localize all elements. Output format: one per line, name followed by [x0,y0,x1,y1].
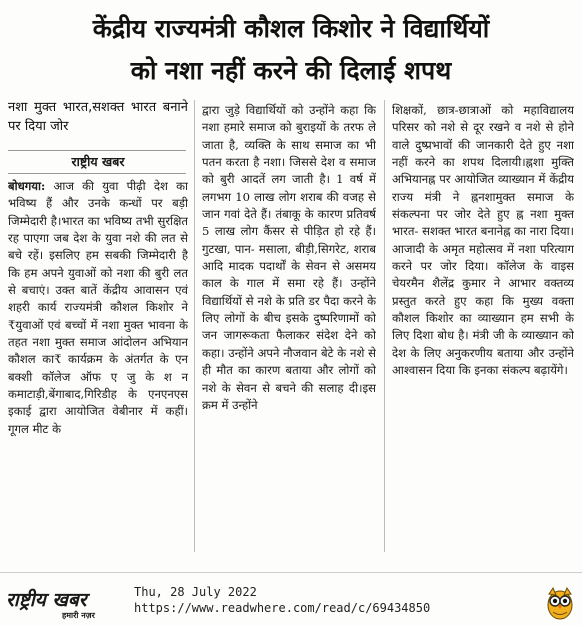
logo-tagline: हमारी नज़र [62,611,95,620]
agency-rule-bottom [8,173,186,174]
headline-line-1: केंद्रीय राज्यमंत्री कौशल किशोर ने विद्यार्थियों [92,14,490,43]
owl-icon [545,586,575,620]
agency-credit [8,150,188,174]
article-column-1 [8,98,188,438]
column-1-body: आज की युवा पीढ़ी देश का भविष्य हैं और उनके कन्धों पर बड़ी जिम्मेदारी है।भारत का भविष्य तभी सुरक्षित रह पाएगा जब देश के युवा नशे की लत से बचे रहें। इसलिए हम सबकी जिम्मेदारी है कि हम अपने युवाओं को नशा की बुरी लत से बचाएं। उक्त बातें केंद्रीय आवासन एवं शहरी कार्य राज्यमंत्री कौशल किशोर ने ₹युवाओं एवं बच्चों में नशा मुक्त भावना के तहत नशा मुक्त समाज आंदोलन अभियान कौशल का₹ कार्यक्रम के अंतर्गत के एन बक्शी कॉलेज ऑफ ए जु के श न कमाटाड़ी,बेंगाबाद,गिरिडीह के एनएनएस इकाई द्वारा आयोजित वेबीनार में कहीं। गूगल मीट के [8,179,188,436]
publication-meta [134,584,430,616]
dateline: बोधगया: [8,179,46,193]
footer-rule [0,572,582,573]
column-divider-2 [384,100,385,552]
column-3-body: शिक्षकों, छात्र-छात्राओं को महाविद्यालय परिसर को नशे से दूर रखने व नशे से होने वाले दुष्प्रभावों की जानकारी देते हुए नशा नहीं करने का शपथ दिलायी।ह्नशा मुक्ति अभियानह्न पर आयोजित व्याख्यान में केंद्रीय राज्य मंत्री ने ह्ननशामुक्त समाज के संकल्पना पर जोर देते हुए ह्न नशा मुक्त भारत- सशक्त भारत बनानेह्न का नारा दिया। आजादी के अमृत महोत्सव में नशा परित्याग करने पर जोर दिया। कॉलेज के वाइस चेयरमैन शैलेंद्र कुमार ने आभार वक्तव्य प्रस्तुत करते हुए कहा कि मुख्य वक्ता कौशल किशोर का व्याख्यान हम सभी के लिए दिशा बोध है। मंत्री जी के व्याख्यान को देश के लिए अनुकरणीय बताया और उन्होंने आश्वासन दिया कि इनका संकल्प बढ़ायेंगे। [392,103,574,378]
column-2-body: द्वारा जुड़े विद्यार्थियों को उन्होंने कहा कि नशा हमारे समाज को बुराइयों के तरफ ले जाता है, व्यक्ति के साथ समाज का भी पतन करता है नशा। जिससे देश व समाज को बुरी आदतें लग जाती है। 1 वर्ष में लगभग 10 लाख लोग शराब की वजह से जान गवां देते हैं। तंबाकू के कारण प्रतिवर्ष 5 लाख लोग कैंसर से पीड़ित हो रहे हैं। गुटखा, पान- मसाला, बीड़ी,सिगरेट, शराब आदि मादक पदार्थों के सेवन से असमय काल के गाल में समा रहे हैं। उन्होंने विद्यार्थियों से नशे के प्रति डर पैदा करने के लिए लोगों के बीच इसके दुष्परिणामों को जन जागरूकता फैलाकर संदेश देने को कहा। उन्होंने अपने नौजवान बेटे के नशे से ही मौत का कारण बताया और लोगों को नशे के सेवन से बचने की सलाह दी।इस क्रम में उन्होंने [202,103,376,412]
footer [0,572,582,626]
publication-logo[interactable] [6,580,128,620]
agency-name: राष्ट्रीय खबर [71,154,125,169]
subheading: नशा मुक्त भारत,सशक्त भारत बनाने पर दिया जोर [8,100,188,134]
column-1-text [8,178,188,438]
source-url[interactable]: https://www.readwhere.com/read/c/69434850 [134,601,431,615]
column-divider-1 [194,100,195,552]
publication-date: Thu, 28 July 2022 [134,585,257,599]
article-column-2 [202,102,376,552]
headline-line-2: को नशा नहीं करने की दिलाई शपथ [130,56,452,85]
article-column-3 [392,102,574,552]
headline [6,8,576,92]
logo-title: राष्ट्रीय खबर [6,589,87,611]
